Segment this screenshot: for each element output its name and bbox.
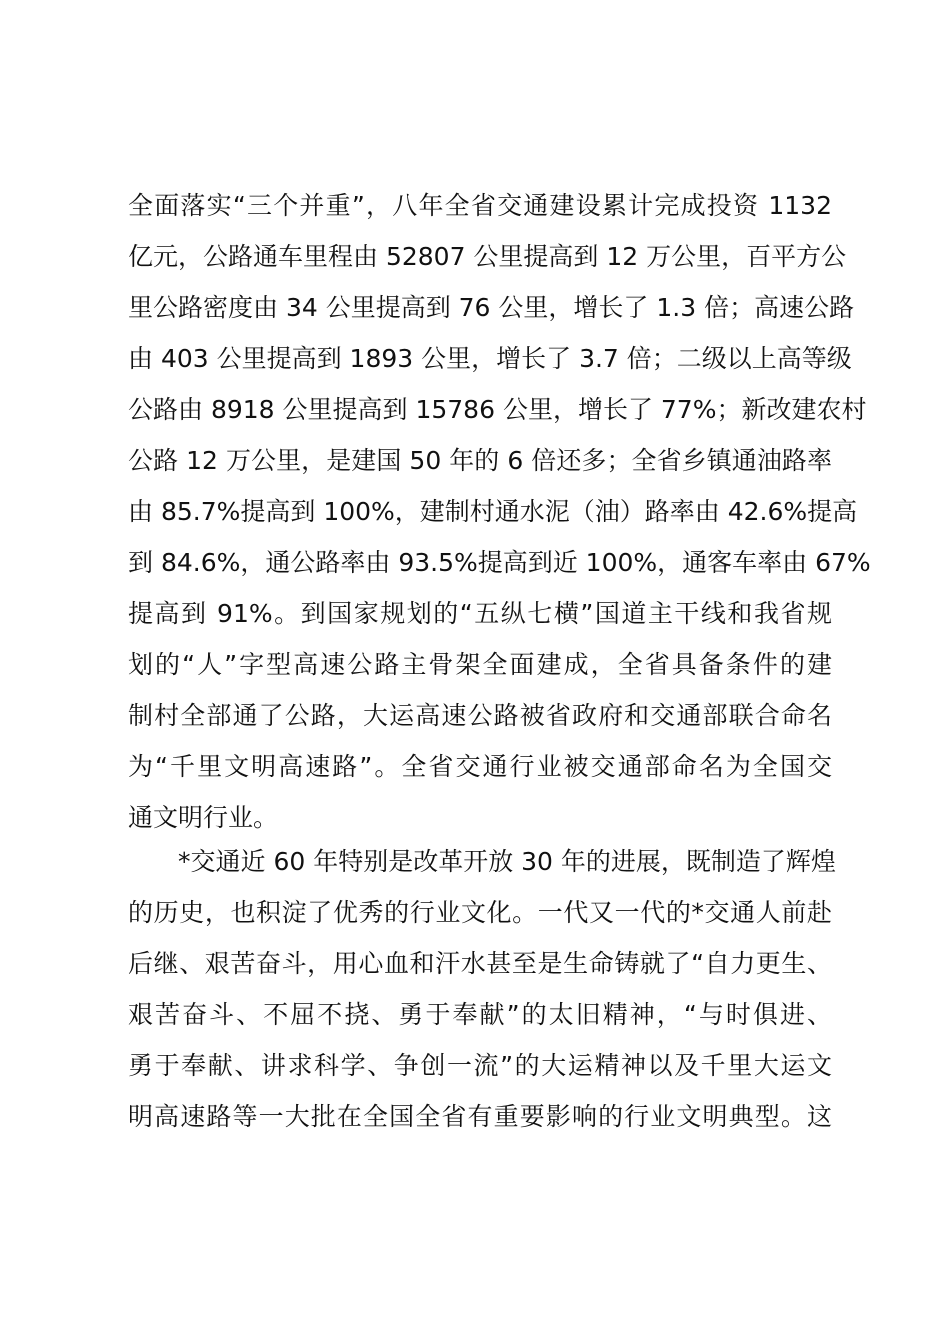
paragraph-line: 全面落实“三个并重”，八年全省交通建设累计完成投资 1132 (128, 191, 832, 220)
paragraph-2 (128, 836, 836, 1142)
paragraph-line: 后继、艰苦奋斗，用心血和汗水甚至是生命铸就了“自力更生、 (128, 949, 832, 978)
paragraph-line: 提高到 91%。到国家规划的“五纵七横”国道主干线和我省规 (128, 599, 832, 628)
paragraph-line: 制村全部通了公路，大运高速公路被省政府和交通部联合命名 (128, 701, 832, 730)
paragraph-line: 里公路密度由 34 公里提高到 76 公里，增长了 1.3 倍；高速公路 (128, 293, 855, 322)
paragraph-line: 艰苦奋斗、不屈不挠、勇于奉献”的太旧精神，“与时俱进、 (128, 1000, 832, 1029)
paragraph-1 (128, 180, 871, 843)
paragraph-line: 亿元，公路通车里程由 52807 公里提高到 12 万公里，百平方公 (128, 242, 847, 271)
paragraph-line: 通文明行业。 (128, 803, 279, 832)
paragraph-line: 公路由 8918 公里提高到 15786 公里，增长了 77%；新改建农村 (128, 395, 867, 424)
paragraph-line: 到 84.6%，通公路率由 93.5%提高到近 100%，通客车率由 67% (128, 548, 871, 577)
paragraph-line: 明高速路等一大批在全国全省有重要影响的行业文明典型。这 (128, 1102, 832, 1131)
paragraph-line: 勇于奉献、讲求科学、争创一流”的大运精神以及千里大运文 (128, 1051, 832, 1080)
paragraph-line: 的历史，也积淀了优秀的行业文化。一代又一代的*交通人前赴 (128, 898, 832, 927)
paragraph-line: 划的“人”字型高速公路主骨架全面建成，全省具备条件的建 (128, 650, 832, 679)
paragraph-line: 为“千里文明高速路”。全省交通行业被交通部命名为全国交 (128, 752, 832, 781)
paragraph-line: 公路 12 万公里，是建国 50 年的 6 倍还多；全省乡镇通油路率 (128, 446, 832, 475)
paragraph-line: 由 403 公里提高到 1893 公里，增长了 3.7 倍；二级以上高等级 (128, 344, 852, 373)
paragraph-line: 由 85.7%提高到 100%，建制村通水泥（油）路率由 42.6%提高 (128, 497, 858, 526)
paragraph-line: *交通近 60 年特别是改革开放 30 年的进展，既制造了辉煌 (178, 847, 836, 876)
